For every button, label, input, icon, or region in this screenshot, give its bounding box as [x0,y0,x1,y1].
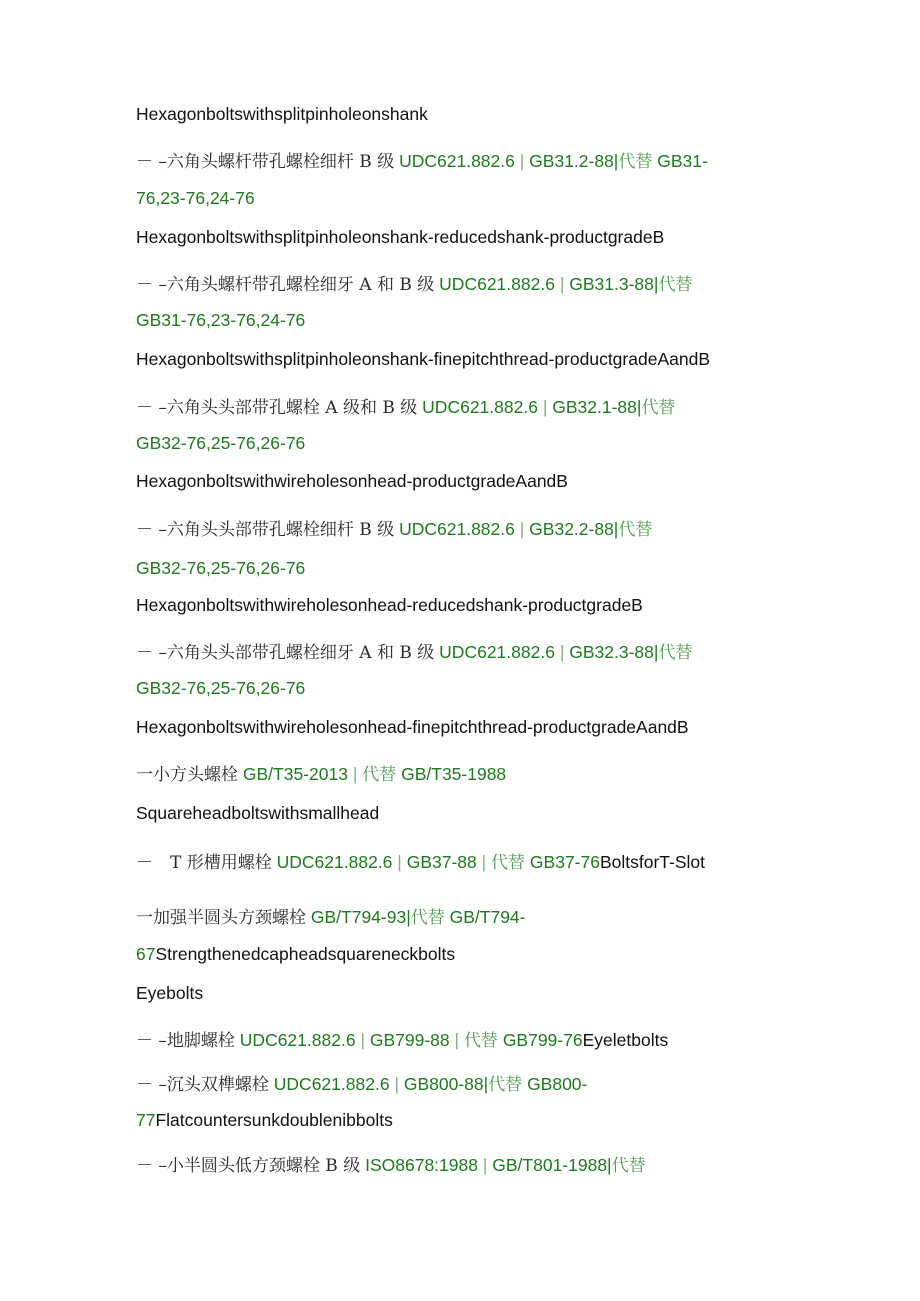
english-title: Hexagonboltswithwireholesonhead-productgradeAandB [136,471,568,491]
replaces-label: 代替 [362,765,397,785]
replaced-code: GB37-76 [529,852,600,872]
standard-entry-continued [136,1109,393,1131]
replaced-code: GB/T35-1988 [401,764,507,784]
chinese-title: － –六角头头部带孔螺栓细杆 B 级 [136,520,395,540]
standard-entry [136,150,708,173]
replaces-label: 代替 [491,853,526,873]
replaced-code-continued: 77 [136,1110,156,1130]
iso-code: ISO8678:1988 [365,1155,478,1175]
standard-entry [136,906,526,929]
replaced-code: GB32-76,25-76,26-76 [136,558,306,578]
standard-entry [136,273,692,296]
separator: | [481,852,487,872]
separator: | [519,519,525,539]
replaced-code: GB32-76,25-76,26-76 [136,433,306,453]
separator: | [394,1074,399,1094]
replaced-code: GB31-76,23-76,24-76 [136,310,306,330]
chinese-title: － –六角头螺杆带孔螺栓细杆 B 级 [136,152,395,172]
chinese-title: － –沉头双榫螺栓 [136,1075,269,1095]
replaced-code: GB31- [657,151,708,171]
udc-code: UDC621.882.6 [273,1074,390,1094]
gb-code: GB37-88 [406,852,477,872]
english-title: BoltsforT-Slot [599,852,706,872]
udc-code: UDC621.882.6 [399,151,515,171]
chinese-title: － –六角头头部带孔螺栓 A 级和 B 级 [136,398,418,418]
replaced-code: GB/T794- [449,907,526,927]
gb-code: GB/T794-93| [310,907,411,927]
replaces-label: 代替 [463,1031,498,1051]
chinese-title: － –小半圆头低方颈螺栓 B 级 [136,1156,361,1176]
gb-code: GB799-88 [369,1030,450,1050]
standard-entry [136,518,652,541]
separator: | [352,764,358,784]
separator: | [519,151,525,171]
separator: | [397,852,402,872]
udc-code: UDC621.882.6 [399,519,515,539]
gb-code: GB800-88| [403,1074,489,1094]
separator: | [542,397,548,417]
chinese-title: － –地脚螺栓 [136,1031,235,1051]
replaces-label: 代替 [410,908,445,928]
standard-entry [136,396,675,419]
standard-entry [136,1073,587,1096]
standard-entry [136,1029,668,1052]
english-title: Hexagonboltswithwireholesonhead-finepitchthread-productgradeAandB [136,717,689,737]
standard-entry [136,851,705,874]
english-title: Hexagonboltswithsplitpinholeonshank-finepitchthread-productgradeAandB [136,349,710,369]
replaced-code-continued: 76,23-76,24-76 [136,188,255,208]
replaces-label: 代替 [618,520,653,540]
english-title: Strengthenedcapheadsquareneckbolts [155,944,456,964]
english-title: Hexagonboltswithsplitpinholeonshank-reducedshank-productgradeB [136,227,665,247]
chinese-title: － –六角头头部带孔螺栓细牙 A 和 B 级 [136,643,435,663]
udc-code: UDC621.882.6 [276,852,393,872]
english-title: Hexagonboltswithsplitpinholeonshank [136,104,428,124]
replaces-label: 代替 [618,152,653,172]
chinese-title: 一小方头螺栓 [136,765,238,785]
english-title: Flatcountersunkdoublenibbolts [155,1110,393,1130]
chinese-title: － T 形槽用螺栓 [136,853,272,873]
gb-code: GB32.3-88| [569,642,659,662]
udc-code: UDC621.882.6 [439,642,555,662]
separator: | [454,1030,460,1050]
replaces-label: 代替 [488,1075,523,1095]
gb-code: GB31.3-88| [569,274,659,294]
replaced-code: GB799-76 [502,1030,583,1050]
standard-entry [136,1154,646,1177]
replaces-label: 代替 [641,398,676,418]
separator: | [559,642,565,662]
section-heading: Eyebolts [136,983,204,1003]
udc-code: UDC621.882.6 [239,1030,356,1050]
standard-entry-continued [136,943,455,965]
replaced-code-continued: 67 [136,944,156,964]
chinese-title: － –六角头螺杆带孔螺栓细牙 A 和 B 级 [136,275,435,295]
chinese-title: 一加强半圆头方颈螺栓 [136,908,306,928]
gb-code: GB32.1-88| [552,397,642,417]
english-title: Squareheadboltswithsmallhead [136,803,380,823]
separator: | [482,1155,488,1175]
standard-entry [136,641,692,664]
replaces-label: 代替 [611,1156,646,1176]
english-title: Hexagonboltswithwireholesonhead-reducedshank-productgradeB [136,595,643,615]
gb-code: GB/T801-1988| [492,1155,612,1175]
gb-code: GB32.2-88| [529,519,619,539]
replaces-label: 代替 [658,643,693,663]
separator: | [559,274,565,294]
replaced-code: GB800- [527,1074,588,1094]
english-title: Eyeletbolts [582,1030,669,1050]
gb-code: GB/T35-2013 [242,764,348,784]
gb-code: GB31.2-88| [529,151,619,171]
udc-code: UDC621.882.6 [439,274,555,294]
replaces-label: 代替 [658,275,693,295]
udc-code: UDC621.882.6 [422,397,538,417]
separator: | [360,1030,365,1050]
standard-entry [136,763,506,786]
replaced-code: GB32-76,25-76,26-76 [136,678,306,698]
